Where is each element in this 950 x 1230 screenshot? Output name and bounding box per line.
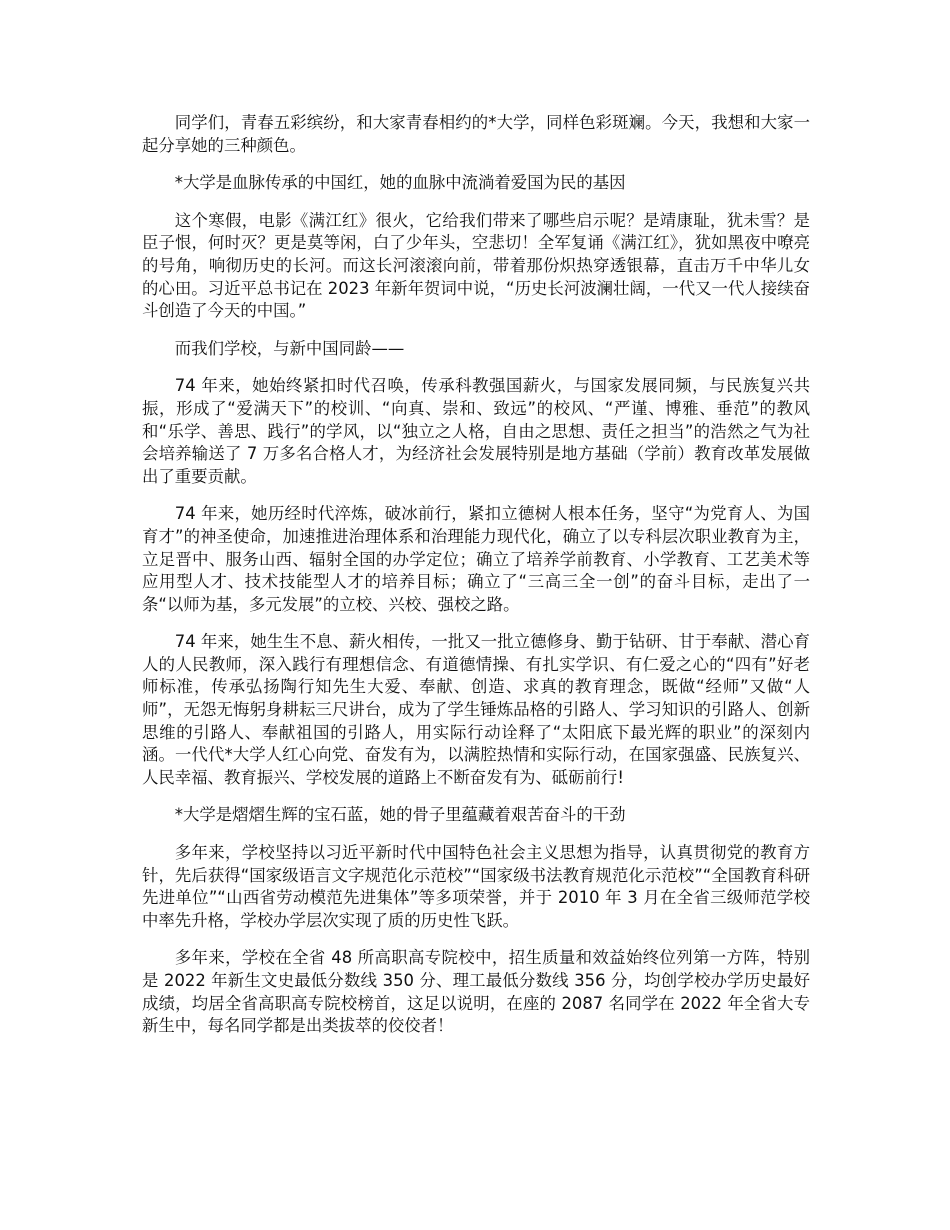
paragraph-school-age: 而我们学校，与新中国同龄—— xyxy=(174,338,405,358)
paragraph-film: 这个寒假，电影《满江红》很火，它给我们带来了哪些启示呢？是靖康耻，犹未雪？是臣子恨，何时灭？更是莫等闲，白了少年头，空悲切！全军复诵《满江红》，犹如黑夜中嘹亮的号角，响彻历史的长河。而这长河滚滚向前，带着那份炽热穿透银幕，直击万千中华儿女的心田。习近平总书记在 2023 年新年贺词中说，“历史长河波澜壮阔，一代又一代人接续奋斗创造了今天的中国。” xyxy=(142,210,810,321)
paragraph-74-years-2: 74 年来，她历经时代淬炼，破冰前行，紧扣立德树人根本任务，坚守“为党育人、为国育才”的神圣使命，加速推进治理体系和治理能力现代化，确立了以专科层次职业教育为主，立足晋中、服务山西、辐射全国的办学定位；确立了培养学前教育、小学教育、工艺美术等应用型人才、技术技能型人才的培养目标；确立了“三高三全一创”的奋斗目标，走出了一条“以师为基，多元发展”的立校、兴校、强校之路。 xyxy=(142,504,810,614)
paragraph-enrollment: 多年来，学校在全省 48 所高职高专院校中，招生质量和效益始终位列第一方阵，特别是 2022 年新生文史最低分数线 350 分、理工最低分数线 356 分，均创学校办学历史最好成绩，均居全省高职高专院校榜首，这足以说明，在座的 2087 名同学在 2022 年全省大专新生中，每名同学都是出类拔萃的佼佼者！ xyxy=(142,948,810,1036)
paragraph-74-years-3: 74 年来，她生生不息、薪火相传，一批又一批立德修身、勤于钻研、甘于奉献、潜心育人的人民教师，深入践行有理想信念、有道德情操、有扎实学识、有仁爱之心的“四有”好老师标准，传承弘扬陶行知先生大爱、奉献、创造、求真的教育理念，既做“经师”又做“人师”，无怨无悔躬身耕耘三尺讲台，成为了学生锤炼品格的引路人、学习知识的引路人、创新思维的引路人、奉献祖国的引路人，用实际行动诠释了“太阳底下最光辉的职业”的深刻内涵。一代代*大学人红心向党、奋发有为，以满腔热情和实际行动，在国家强盛、民族复兴、人民幸福、教育振兴、学校发展的道路上不断奋发有为、砥砺前行! xyxy=(142,632,810,787)
paragraph-74-years-1: 74 年来，她始终紧扣时代召唤，传承科教强国薪火，与国家发展同频，与民族复兴共振，形成了“爱满天下”的校训、“向真、崇和、致远”的校风、“严谨、博雅、垂范”的教风和“乐学、善思、践行”的学风，以“独立之人格，自由之思想、责任之担当”的浩然之气为社会培养输送了 7 万多名合格人才，为经济社会发展特别是地方基础（学前）教育改革发展做出了重要贡献。 xyxy=(142,376,810,486)
section-heading-red: *大学是血脉传承的中国红，她的血脉中流淌着爱国为民的基因 xyxy=(174,173,626,193)
paragraph-intro: 同学们，青春五彩缤纷，和大家青春相约的*大学，同样色彩斑斓。今天，我想和大家一起分享她的三种颜色。 xyxy=(142,113,810,155)
document-page xyxy=(142,112,810,1053)
section-heading-blue: *大学是熠熠生辉的宝石蓝，她的骨子里蕴藏着艰苦奋斗的干劲 xyxy=(174,805,626,825)
paragraph-honors: 多年来，学校坚持以习近平新时代中国特色社会主义思想为指导，认真贯彻党的教育方针，先后获得“国家级语言文字规范化示范校”“国家级书法教育规范化示范校”“全国教育科研先进单位”“山西省劳动模范先进集体”等多项荣誉，并于 2010 年 3 月在全省三级师范学校中率先升格，学校办学层次实现了质的历史性飞跃。 xyxy=(142,843,810,930)
